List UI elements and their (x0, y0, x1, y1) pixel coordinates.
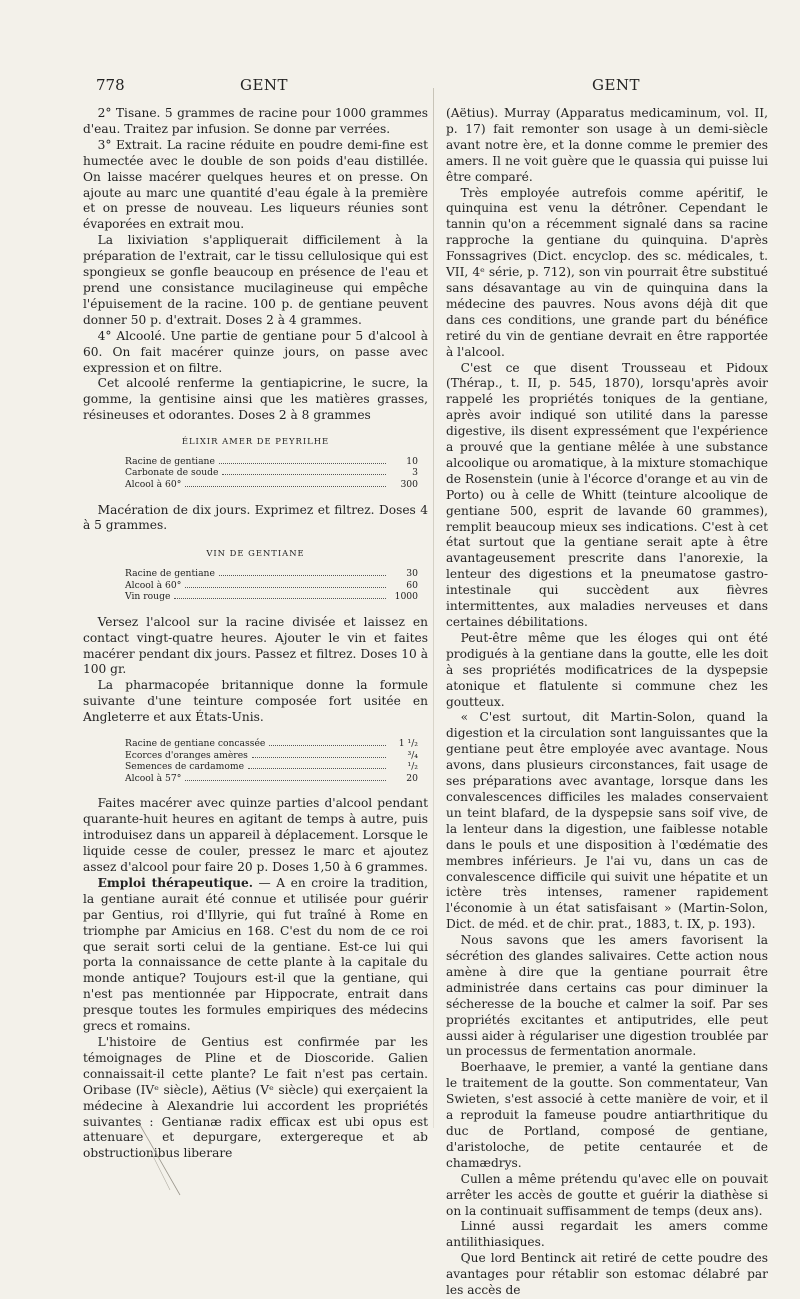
ingredient-qty: 1000 (394, 591, 418, 603)
ingredient-row (83, 773, 428, 785)
running-head-left: GENT (240, 76, 289, 94)
left-column (83, 106, 428, 1162)
recipe-title: ÉLIXIR AMER DE PEYRILHE (181, 436, 330, 447)
paragraph: 2° Tisane. 5 grammes de racine pour 1000 grammes d'eau. Traitez par infusion. Se donne par verrées. (83, 106, 428, 136)
leader-dots (269, 745, 386, 746)
recipe-teinture (83, 738, 428, 784)
paragraph: (Aëtius). Murray (Apparatus medicaminum, vol. II, p. 17) fait remonter son usage à un demi-siècle avant notre ère, et la donne comme le premier des amers. Il ne voit guère que le quassia qui puisse lui être comparé. (446, 106, 768, 184)
paragraph: Que lord Bentinck ait retiré de cette poudre des avantages pour rétablir son estomac délabré par les accès de (446, 1251, 768, 1298)
paragraph: C'est ce que disent Trousseau et Pidoux (Thérap., t. II, p. 545, 1870), lorsqu'après avoir rappelé les propriétés toniques de la gentiane, après avoir indiqué son utilité dans la paresse digestive, ils disent expressément que l'expérience a prouvé que la gentiane mêlée à une substance alcoolique ou aromatique, à la mixture stomachique de Rosenstein (unie à l'écorce d'orange et au vin de Porto) ou à celle de Whitt (teinture alcoolique de gentiane 500, esprit de lavande 60 grammes), remplit beaucoup mieux ses indications. C'est à cet état surtout que la gentiane serait apte à être avantageusement prescrite dans l'anorexie, la lenteur des digestions et la pneumatose gastro-intestinale qui succèdent aux fièvres intermittentes, aux maladies nerveuses et dans certaines débilitations. (446, 360, 768, 629)
paragraph: Cet alcoolé renferme la gentiapicrine, le sucre, la gomme, la gentisine ainsi que les matières grasses, résineuses et odorantes. Doses 2 à 8 grammes (83, 376, 428, 423)
paragraph: Linné aussi regardait les amers comme antilithiasiques. (446, 1219, 768, 1250)
ingredient-qty: ¹/₂ (407, 761, 418, 773)
ingredient-name: Racine de gentiane (125, 455, 215, 467)
ingredient-row (83, 568, 428, 580)
ingredient-qty: 10 (406, 455, 418, 467)
paragraph: L'histoire de Gentius est confirmée par les témoignages de Pline et de Dioscoride. Galien connaissait-il cette plante? Le fait n'est pas certain. Oribase (IVᵉ siècle), Aëtius (Vᵉ siècle) qui exerçaient la médecine à Alexandrie lui accordent les propriétés suivantes : Gentianæ radix efficax est ubi opus est attenuare et depurgare, extergereque et ab obstructionibus liberare (83, 1035, 428, 1161)
paragraph: « C'est surtout, dit Martin-Solon, quand la digestion et la circulation sont languissantes que la gentiane peut être employée avec avantage. Nous avons, dans plusieurs circonstances, fait usage de ses préparations avec avantage, lorsque dans les convalescences difficiles les malades conservaient un teint blafard, de la dyspepsie sans soif vive, de la lenteur dans la digestion, une faiblesse notable dans le pouls et une disposition à l'œdématie des membres inférieurs. Je l'ai vu, dans un cas de convalescence difficile qui suivit une hépatite et un ictère très intenses, ramener rapidement l'économie à un état satisfaisant » (Martin-Solon, Dict. de méd. et de chir. prat., 1883, t. IX, p. 193). (446, 710, 768, 932)
recipe-title: VIN DE GENTIANE (206, 548, 305, 559)
leader-dots (185, 486, 386, 487)
ingredient-name: Alcool à 60° (125, 478, 182, 490)
ingredient-row (83, 479, 428, 491)
paragraph: Faites macérer avec quinze parties d'alcool pendant quarante-huit heures en agitant de temps à autre, puis introduisez dans un appareil à déplacement. Lorsque le liquide cesse de couler, pressez le marc et ajoutez assez d'alcool pour faire 20 p. Doses 1,50 à 6 grammes. (83, 796, 428, 875)
leader-dots (185, 587, 386, 588)
leader-dots (219, 575, 386, 576)
ingredient-row (83, 761, 428, 773)
paragraph: Très employée autrefois comme apéritif, le quinquina est venu la détrôner. Cependant le tannin qu'on a récemment signalé dans sa racine rapproche la gentiane du quinquina. D'après Fonssagrives (Dict. encyclop. des sc. médicales, t. VII, 4ᵉ série, p. 712), son vin pourrait être substitué sans désavantage au vin de quinquina dans la médecine des pauvres. Nous avons déjà dit que dans ces conditions, une grande part du bénéfice retiré du vin de gentiane devrait en être rapportée à l'alcool. (446, 185, 768, 359)
paragraph: Macération de dix jours. Exprimez et filtrez. Doses 4 à 5 grammes. (83, 502, 428, 533)
ingredient-qty: 20 (406, 772, 418, 784)
running-head-right: GENT (592, 76, 641, 94)
paragraph-text: — A en croire la tradition, la gentiane aurait été connue et utilisée pour guérir par Gentius, roi d'Illyrie, qui fut traîné à Rome en triomphe par Amicius en 168. C'est du nom de ce roi que serait sorti celui de la gentiane. Est-ce lui qui porta la connaissance de cette plante à la capitale du monde antique? Toujours est-il que la gentiane, qui n'est pas mentionnée par Hippocrate, entrait dans presque toutes les formules empiriques des médecins grecs et romains. (83, 875, 428, 1034)
paragraph: Peut-être même que les éloges qui ont été prodigués à la gentiane dans la goutte, elle les doit à ses propriétés modificatrices de la dyspepsie atonique et flatulente si commune chez les goutteux. (446, 630, 768, 709)
ingredient-name: Ecorces d'oranges amères (125, 749, 248, 761)
paragraph: Boerhaave, le premier, a vanté la gentiane dans le traitement de la goutte. Son commentateur, Van Swieten, s'est associé à cette manière de voir, et il a reproduit la fameuse poudre antiarthritique du duc de Portland, composé de gentiane, d'aristoloche, de petite centaurée et de chamædrys. (446, 1060, 768, 1170)
ingredient-row (83, 591, 428, 603)
paragraph: Cullen a même prétendu qu'avec elle on pouvait arrêter les accès de goutte et guérir la diathèse si on la continuait suffisamment de temps (deux ans). (446, 1171, 768, 1218)
paragraph: 4° Alcoolé. Une partie de gentiane pour 5 d'alcool à 60. On fait macérer quinze jours, on passe avec expression et on filtre. (83, 328, 428, 375)
ingredient-name: Racine de gentiane concassée (125, 738, 266, 750)
leader-dots (185, 780, 386, 781)
recipe-vin (83, 548, 428, 602)
column-gutter (433, 88, 434, 1128)
leader-dots (174, 598, 386, 599)
paragraph (83, 876, 428, 1035)
ingredient-name: Semences de cardamome (125, 761, 245, 773)
ingredient-row (83, 738, 428, 750)
paragraph: La lixiviation s'appliquerait difficilement à la préparation de l'extrait, car le tissu cellulosique qui est spongieux se gonfle beaucoup en présence de l'eau et prend une consistance mucilagineuse qui empêche l'épuisement de la racine. 100 p. de gentiane peuvent donner 50 p. d'extrait. Doses 2 à 4 grammes. (83, 233, 428, 327)
ingredient-qty: 30 (406, 567, 418, 579)
ingredient-name: Alcool à 57° (125, 772, 182, 784)
paragraph: 3° Extrait. La racine réduite en poudre demi-fine est humectée avec le double de son poids d'eau distillée. On laisse macérer quelques heures et on presse. On ajoute au marc une quantité d'eau égale à la première et on presse de nouveau. Les liqueurs réunies sont évaporées en extrait mou. (83, 137, 428, 232)
page-number: 778 (96, 76, 125, 94)
ingredient-qty: 1 ¹/₂ (398, 738, 418, 750)
ingredient-row (83, 456, 428, 468)
leader-dots (222, 474, 386, 475)
leader-dots (248, 768, 386, 769)
ingredient-row (83, 467, 428, 479)
paragraph: Nous savons que les amers favorisent la sécrétion des glandes salivaires. Cette action nous amène à dire que la gentiane pourrait être administrée dans certains cas pour diminuer la sécheresse de la bouche et calmer la soif. Par ses propriétés excitantes et antiputrides, elle peut aussi aider à régulariser une digestion troublée par un processus de fermentation anormale. (446, 933, 768, 1059)
ingredient-qty: 60 (406, 579, 418, 591)
ingredient-row (83, 580, 428, 592)
leader-dots (219, 463, 386, 464)
ingredient-qty: ³/₄ (407, 749, 418, 761)
recipe-elixir (83, 436, 428, 490)
page-header (0, 76, 800, 100)
ingredient-name: Racine de gentiane (125, 567, 215, 579)
leader-dots (252, 757, 386, 758)
ingredient-row (83, 750, 428, 762)
paragraph: La pharmacopée britannique donne la formule suivante d'une teinture composée fort usitée en Angleterre et aux États-Unis. (83, 678, 428, 725)
section-heading: Emploi thérapeutique. (97, 875, 253, 890)
ingredient-name: Alcool à 60° (125, 579, 182, 591)
right-column (446, 106, 768, 1299)
ingredient-qty: 300 (400, 478, 418, 490)
paragraph: Versez l'alcool sur la racine divisée et laissez en contact vingt-quatre heures. Ajouter le vin et faites macérer pendant dix jours. Passez et filtrez. Doses 10 à 100 gr. (83, 614, 428, 677)
ingredient-qty: 3 (412, 467, 418, 479)
ingredient-name: Carbonate de soude (125, 467, 219, 479)
ingredient-name: Vin rouge (125, 591, 171, 603)
